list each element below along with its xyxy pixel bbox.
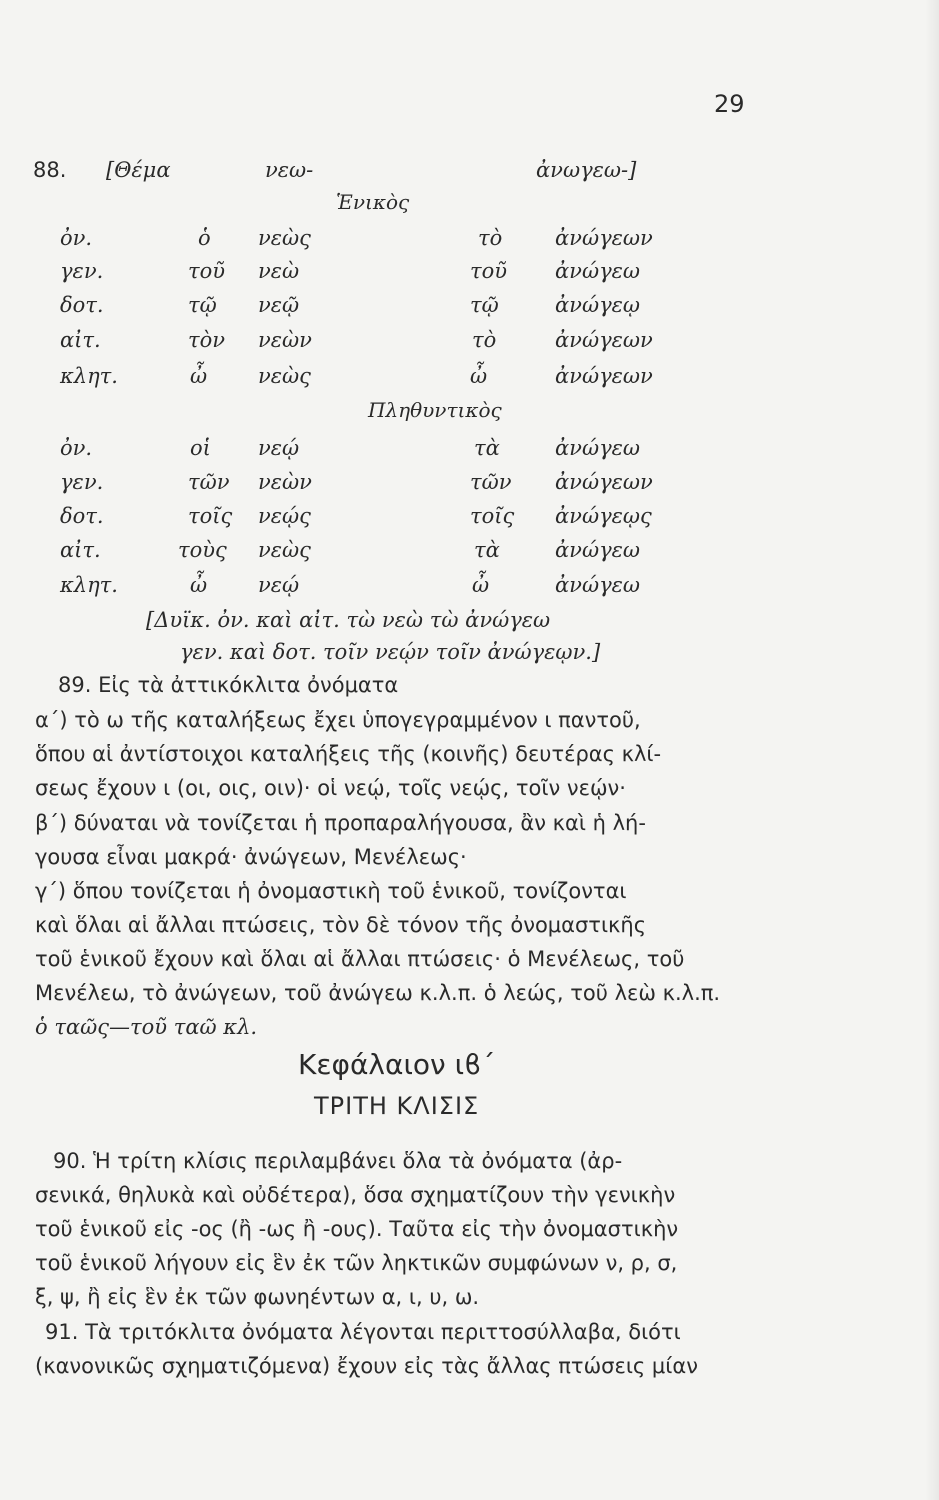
paragraph-90-line: τοῦ ἑνικοῦ λήγουν εἰς ἓν ἐκ τῶν ληκτικῶν συμφώνων ν, ρ, σ, [35, 1251, 678, 1275]
word-form: νεὼς [258, 226, 311, 250]
word-form: νεὼν [258, 470, 312, 494]
paragraph-90-line: τοῦ ἑνικοῦ εἰς -ος (ἢ -ως ἢ -ους). Ταῦτα εἰς τὴν ὀνομαστικὴν [35, 1217, 679, 1241]
paragraph-89-line: β΄) δύναται νὰ τονίζεται ἡ προπαραλήγουσα, ἂν καὶ ἡ λή- [35, 811, 646, 835]
paragraph-89-line: ὅπου αἱ ἀντίστοιχοι καταλήξεις τῆς (κοινῆς) δευτέρας κλί- [35, 742, 662, 766]
word-form: νεῴ [258, 573, 300, 597]
case-label: αἰτ. [60, 328, 101, 352]
word-form: νεῴς [258, 504, 311, 528]
article: τὸ [472, 328, 497, 352]
paragraph-89-line: 89. Εἰς τὰ ἀττικόκλιτα ὀνόματα [58, 673, 399, 697]
article: ὦ [470, 364, 488, 388]
case-label: κλητ. [60, 364, 118, 388]
word-form: νεὼν [258, 328, 312, 352]
paragraph-90-line: ξ, ψ, ἢ εἰς ἓν ἐκ τῶν φωνηέντων α, ι, υ, ω. [35, 1285, 480, 1309]
case-label: κλητ. [60, 573, 118, 597]
word-form: ἀνώγεῳ [555, 293, 641, 317]
article: ὦ [472, 573, 490, 597]
word-form: νεὼ [258, 259, 300, 283]
word-form: ἀνώγεῳς [555, 504, 652, 528]
paragraph-89-line: γουσα εἶναι μακρά· ἀνώγεων, Μενέλεως· [35, 845, 467, 869]
paragraph-91-line: 91. Τὰ τριτόκλιτα ὀνόματα λέγονται περιττοσύλλαβα, διότι [45, 1320, 681, 1344]
article: τῶν [470, 470, 512, 494]
word-form: ἀνώγεω [555, 259, 641, 283]
article: τοῖς [470, 504, 515, 528]
word-form: ἀνώγεω [555, 573, 641, 597]
paragraph-91-line: (κανονικῶς σχηματιζόμενα) ἔχουν εἰς τὰς ἄλλας πτώσεις μίαν [35, 1354, 698, 1378]
word-form: ἀνώγεω [555, 436, 641, 460]
article: οἱ [190, 436, 211, 460]
paragraph-89-line: Μενέλεω, τὸ ἀνώγεων, τοῦ ἀνώγεω κ.λ.π. ὁ λεώς, τοῦ λεὼ κ.λ.π. [35, 981, 721, 1005]
table-header-right: ἀνωγεω-] [536, 158, 637, 182]
case-label: ὀν. [60, 226, 93, 250]
article: τὰ [474, 436, 500, 460]
paragraph-89-line: ὁ ταῶς—τοῦ ταῶ κλ. [35, 1015, 258, 1039]
word-form: ἀνώγεων [555, 226, 653, 250]
article: τοῦ [470, 259, 508, 283]
paragraph-90-line: 90. Ἡ τρίτη κλίσις περιλαμβάνει ὅλα τὰ ὀνόματα (ἀρ- [53, 1149, 623, 1173]
table-header-mid: νεω- [265, 158, 314, 182]
plural-label: Πληθυντικὸς [368, 398, 502, 422]
word-form: ἀνώγεων [555, 470, 653, 494]
case-label: δοτ. [60, 293, 104, 317]
word-form: ἀνώγεων [555, 364, 653, 388]
article: τοῖς [188, 504, 233, 528]
paragraph-89-line: γ΄) ὅπου τονίζεται ἡ ὀνομαστικὴ τοῦ ἑνικοῦ, τονίζονται [35, 879, 627, 903]
dual-note-line1: [Δυϊκ. ὀν. καὶ αἰτ. τὼ νεὼ τὼ ἀνώγεω [146, 608, 551, 632]
case-label: αἰτ. [60, 538, 101, 562]
word-form: νεῴ [258, 436, 300, 460]
article: ὁ [198, 226, 211, 250]
article: τῷ [188, 293, 217, 317]
article: τὸν [188, 328, 226, 352]
chapter-title: Κεφάλαιον ιϐ΄ [298, 1048, 496, 1081]
word-form: ἀνώγεων [555, 328, 653, 352]
article: τῷ [470, 293, 499, 317]
article: τοῦ [188, 259, 226, 283]
article: τὸ [478, 226, 503, 250]
case-label: γεν. [60, 470, 104, 494]
table-header-left: [Θέμα [106, 158, 171, 182]
case-label: γεν. [60, 259, 104, 283]
paragraph-90-line: σενικά, θηλυκὰ καὶ οὐδέτερα), ὅσα σχηματίζουν τὴν γενικὴν [35, 1183, 676, 1207]
word-form: νεὼς [258, 538, 311, 562]
word-form: ἀνώγεω [555, 538, 641, 562]
article: τὰ [474, 538, 500, 562]
page-number: 29 [714, 90, 745, 118]
word-form: νεῷ [258, 293, 300, 317]
singular-label: Ἑνικὸς [336, 190, 410, 214]
section-number: 88. [33, 158, 67, 182]
article: ὦ [190, 573, 208, 597]
paragraph-89-line: τοῦ ἑνικοῦ ἔχουν καὶ ὅλαι αἱ ἄλλαι πτώσεις· ὁ Μενέλεως, τοῦ [35, 947, 685, 971]
paragraph-89-line: α΄) τὸ ω τῆς καταλήξεως ἔχει ὑπογεγραμμένον ι παντοῦ, [35, 708, 641, 732]
article: τῶν [188, 470, 230, 494]
paragraph-89-line: καὶ ὅλαι αἱ ἄλλαι πτώσεις, τὸν δὲ τόνον τῆς ὀνομαστικῆς [35, 913, 647, 937]
case-label: δοτ. [60, 504, 104, 528]
chapter-subtitle: ΤΡΙΤΗ ΚΛΙΣΙΣ [314, 1092, 480, 1120]
paragraph-89-line: σεως ἔχουν ι (οι, οις, οιν)· οἱ νεῴ, τοῖς νεῴς, τοῖν νεῴν· [35, 776, 626, 800]
page-edge-shadow [925, 0, 939, 1500]
word-form: νεὼς [258, 364, 311, 388]
article: τοὺς [178, 538, 227, 562]
article: ὦ [190, 364, 208, 388]
case-label: ὀν. [60, 436, 93, 460]
dual-note-line2: γεν. καὶ δοτ. τοῖν νεῴν τοῖν ἀνώγεῳν.] [180, 640, 601, 664]
